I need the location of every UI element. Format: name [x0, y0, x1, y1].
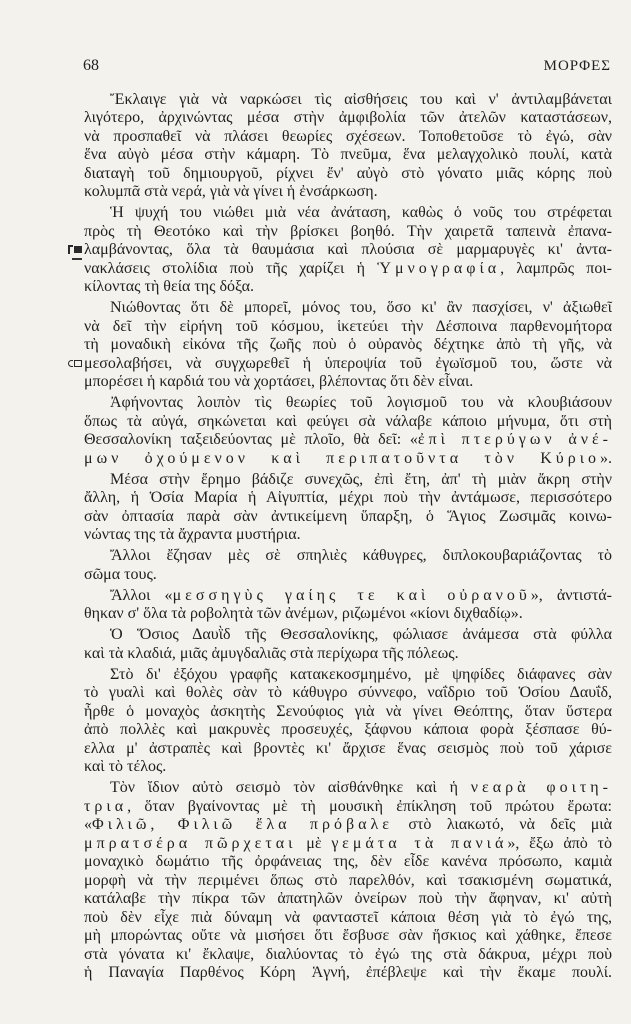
paragraph — [84, 91, 612, 202]
letterspaced-emphasis: νεαρὰ φοιτη- — [470, 779, 612, 796]
line — [84, 278, 612, 297]
text-segment: , λαμπρῶς ποι- — [500, 259, 612, 277]
line — [84, 645, 612, 664]
line-text: ἕνα αὐγὸ μέσα στὴν κάμαρη. Τὸ πνεῦμα, ἕνα μελαγχολικὸ πουλί, κατὰ — [84, 146, 612, 163]
line-text — [84, 835, 612, 854]
line-text — [84, 816, 612, 835]
letterspaced-emphasis: ἐπὶ πτερύγων ἀνέ- — [417, 431, 612, 448]
line — [84, 128, 612, 147]
line-text: ἦρθε ὁ μοναχὸς ἀσκητὴς Σενούφιος γιὰ νὰ γίνει Θεόπτης, ὅταν ὕστερα — [84, 702, 612, 720]
line-text: Ἄλλοι ἔζησαν μὲς σὲ σπηλιὲς κάθυγρες, διπλοκουβαριάζοντας τὸ — [110, 547, 612, 564]
line-text: τὴ μοναδικὴ εἰκόνα τῆς ζωῆς ποὺ ὁ οὐρανὸς δέχτηκε ἀπὸ τὴ γῆς, νὰ — [84, 336, 612, 353]
line-text: ποὺ δὲν εἶχε πιὰ δύναμη νὰ φανταστεῖ κάποια θέση γιὰ τὸ ἐγώ της, — [84, 908, 612, 926]
letterspaced-emphasis: μων ὀχούμενον καὶ περιπατοῦντα τὸν Κύριο — [84, 449, 600, 467]
line — [84, 721, 612, 740]
body-text — [84, 88, 612, 983]
line — [84, 165, 612, 184]
line — [84, 779, 612, 798]
line — [84, 927, 612, 946]
line-text: κίλοντας τὴ θεία της δόξα. — [84, 278, 254, 295]
line-text: τὸ γυαλὶ καὶ θολὲς σὰν τὸ κάθυγρο σύννεφο, ναΐδριο τοῦ Ὁσίου Δαυΐδ, — [84, 684, 612, 701]
line — [84, 299, 612, 318]
text-segment: ». — [600, 449, 612, 467]
line-text: θηκαν σ' ὅλα τὰ ροβολητὰ τῶν ἀνέμων, ριζωμένοι «κίονι διχθαδίῳ». — [84, 605, 523, 622]
margin-mark — [68, 245, 82, 254]
line-text — [84, 798, 612, 817]
paragraph — [84, 626, 612, 663]
text-segment: « — [84, 816, 92, 833]
line — [84, 964, 612, 983]
line-text: νὰ δεῖ τὴν εἰρήνη τοῦ κόσμου, ἱκετεύει τὴν Δέσποινα παρθενομήτορα — [84, 317, 612, 335]
line-text: Ἔκλαιγε γιὰ νὰ ναρκώσει τὶς αἰσθήσεις του καὶ ν' ἀντιλαμβάνεται — [110, 90, 612, 108]
line — [84, 183, 612, 202]
paragraph — [84, 471, 612, 545]
line — [84, 223, 612, 242]
line-text: καὶ τὰ κλαδιά, μιᾶς ἀμυγδαλιᾶς στὰ περίχωρα τῆς πόλεως. — [84, 644, 459, 662]
line-text: νὰ προσπαθεῖ νὰ πλάσει θεωρίες σχέσεων. Τοποθετοῦσε τὸ ἐγώ, σὰν — [84, 127, 612, 145]
line — [84, 740, 612, 759]
line-text: Μέσα στὴν ἔρημο βάδιζε συνεχῶς, ἐπὶ ἔτη, ἀπ' τὴ μιὰν ἄκρη στὴν — [110, 470, 612, 488]
text-segment: », ἔξω ἀπὸ τὸ — [507, 834, 612, 852]
line-text: σῶμα τους. — [84, 565, 157, 583]
line — [84, 587, 612, 606]
text-segment: , ὅταν βγαίνοντας μὲ τὴ μουσικὴ ἐπίκληση τοῦ πρώτου ἔρωτα: — [127, 797, 612, 815]
line-text: μπορέσει ἡ καρδιά του νὰ χορτάσει, βλέποντας ὅτι δὲν εἶναι. — [84, 373, 474, 390]
running-head: ΜΟΡΦΕΣ — [543, 58, 611, 74]
margin-dash — [72, 258, 82, 260]
line — [84, 241, 612, 260]
paragraph — [84, 587, 612, 624]
line — [84, 758, 612, 777]
line — [84, 890, 612, 909]
line — [84, 835, 612, 854]
text-segment: », ἀντιστά- — [530, 586, 612, 604]
line-text: Ἡ ψυχή του νιώθει μιὰ νέα ἀνάταση, καθὼς ὁ νοῦς του στρέφεται — [110, 204, 612, 221]
line-text: μεσολαβήσει, νὰ συγχωρεθεῖ ἡ ὑπεροψία τοῦ ἐγωϊσμοῦ του, ὥστε νὰ — [84, 354, 612, 372]
paragraph — [84, 666, 612, 777]
line — [84, 798, 612, 817]
line-text: Ἀφήνοντας λοιπὸν τὶς θεωρίες τοῦ λογισμοῦ του νὰ κλουβιάσουν — [110, 394, 612, 411]
paragraph — [84, 779, 612, 983]
line-text: ἡ Παναγία Παρθένος Κόρη Ἁγνή, ἐπέβλεψε καὶ τὴν ἔκαμε πουλί. — [84, 964, 612, 981]
line — [84, 566, 612, 585]
line — [84, 547, 612, 566]
line — [84, 373, 612, 392]
letterspaced-emphasis: Ὑμνογραφία — [377, 259, 501, 277]
text-segment: Τὸν ἴδιον αὐτὸ σεισμὸ τὸν αἰσθάνθηκε καὶ ἡ — [110, 779, 471, 796]
line-text: ἄλλη, ἡ Ὁσία Μαρία ἡ Αἰγυπτία, μέχρι ποὺ τὴν ἀντάμωσε, περισσότερο — [84, 489, 612, 506]
line — [84, 318, 612, 337]
line — [84, 703, 612, 722]
text-segment: στὸ λιακωτό, νὰ δεῖς μιὰ — [392, 816, 612, 833]
margin-mark — [68, 359, 82, 368]
line-text: πρὸς τὴ Θεοτόκο καὶ τὴν βρίσκει βοηθό. Τὴν χαιρετᾶ ταπεινὰ ἐπανα- — [84, 222, 612, 240]
line-text: ὅπως τὰ αὐγά, σηκώνεται καὶ φεύγει σὰ νάλαβε κάποιο μήνυμα, ὅτι στὴ — [84, 412, 612, 430]
line-text — [84, 431, 612, 450]
line — [84, 508, 612, 527]
line-text: Νιώθοντας ὅτι δὲ μπορεῖ, μόνος του, ὅσο κι' ἂν πασχίσει, ν' ἀξιωθεῖ — [110, 299, 612, 316]
line-text: μὴ μπορώντας οὔτε νὰ μισήσει ὅτι ἔσβυσε σὰν ἥσκιος καὶ χάθηκε, ἔπεσε — [84, 927, 612, 944]
line-text: Ὁ Ὅσιος Δαυῒδ τῆς Θεσσαλονίκης, φώλιασε ἀνάμεσα στὰ φύλλα — [110, 626, 612, 643]
line-text: σὰν ὀπτασία παρὰ σὰν ἀντικείμενη ὕπαρξη, ὁ Ἅγιος Ζωσιμᾶς κοινω- — [84, 507, 612, 525]
paragraph — [84, 299, 612, 392]
line — [84, 431, 612, 450]
paragraph — [84, 204, 612, 297]
line-text: διαταγὴ τοῦ δημιουργοῦ, ρίχνει ἔν' αὐγὸ στὸ γόνατο μιᾶς κόρης ποὺ — [84, 164, 612, 182]
line — [84, 204, 612, 223]
line-text: λιγότερο, ἀρχινώντας μέσα στὴν ἀμφιβολία τῶν ἀτελῶν καταστάσεων, — [84, 109, 612, 126]
line-text: νώντας της τὰ ἄχραντα μυστήρια. — [84, 526, 301, 543]
line — [84, 816, 612, 835]
line — [84, 336, 612, 355]
line-text: καὶ τὸ τέλος. — [84, 758, 167, 775]
line — [84, 413, 612, 432]
letterspaced-emphasis: γεμάτα τὰ πανιά — [331, 834, 508, 852]
text-segment: Θεσσαλονίκη ταξειδεύοντας μὲ πλοῖο, θὰ δεῖ: « — [84, 431, 418, 448]
line-text: κατάλαβε τὴν πίκρα τῶν ἀπατηλῶν ὀνείρων ποὺ τὴν ἄφηναν, κι' αὐτὴ — [84, 890, 612, 907]
line — [84, 605, 612, 624]
line — [84, 626, 612, 645]
page-number: 68 — [83, 57, 99, 74]
text-segment: Ἄλλοι « — [110, 586, 173, 604]
line — [84, 666, 612, 685]
line-text: ἀπὸ πολλὲς καὶ μακρυνὲς προσευχές, ξάφνου κάποια φορὰ ξέσπασε θύ- — [84, 721, 612, 738]
letterspaced-emphasis: Φιλιῶ, Φιλιῶ ἔλα πρόβαλε — [91, 816, 393, 833]
line — [84, 146, 612, 165]
letterspaced-emphasis: τρια — [84, 797, 128, 815]
paragraph — [84, 394, 612, 468]
line — [84, 946, 612, 965]
text-segment: μὲ — [296, 834, 332, 852]
line-text: στὰ γόνατα κι' ἔκλαψε, διαλύοντας τὸ ἐγώ της στὰ δάκρυα, μέχρι ποὺ — [84, 945, 612, 963]
line-text: μορφὴ νὰ τὴν περιμένει ὅπως στὸ παρελθόν, καὶ τσακισμένη σωματικά, — [84, 871, 612, 889]
letterspaced-emphasis: μεσσηγὺς γαίης τε καὶ οὐρανοῦ — [172, 586, 531, 604]
line — [84, 684, 612, 703]
line-text: κολυμπᾶ στὰ νερά, γιὰ νὰ γίνει ἡ ἐνσάρκωση. — [84, 183, 378, 200]
line — [84, 450, 612, 469]
line — [84, 260, 612, 279]
line-text: λαμβάνοντας, ὅλα τὰ θαυμάσια καὶ πλούσια σὲ μαρμαρυγὲς κι' ἀντα- — [84, 241, 612, 258]
line — [84, 471, 612, 490]
line — [84, 909, 612, 928]
line-text — [84, 260, 612, 279]
line-text: ελλα μ' ἀστραπὲς καὶ βροντὲς κι' ἄρχισε ἕνας σεισμὸς ποὺ τοῦ χάρισε — [84, 739, 612, 757]
line — [84, 526, 612, 545]
line-text — [110, 779, 612, 798]
line — [84, 872, 612, 891]
line-text: Στὸ δι' ἐξόχου γραφῆς κατακεκοσμημένο, μὲ ψηφίδες διάφανες σὰν — [110, 665, 612, 683]
line — [84, 109, 612, 128]
line — [84, 489, 612, 508]
line — [84, 853, 612, 872]
letterspaced-emphasis: μπρατσέρα πῶρχεται — [84, 834, 297, 852]
paragraph — [84, 547, 612, 584]
line — [84, 394, 612, 413]
line — [84, 91, 612, 110]
line-text: μοναχικὸ δωμάτιο τῆς ὀρφάνειας της, δὲν εἶδε κανένα πρόσωπο, καμιὰ — [84, 853, 612, 870]
text-segment: νακλάσεις στολίδια ποὺ τῆς χαρίζει ἡ — [84, 259, 378, 277]
line-text — [110, 587, 612, 606]
line-text — [84, 450, 612, 469]
line — [84, 355, 612, 374]
